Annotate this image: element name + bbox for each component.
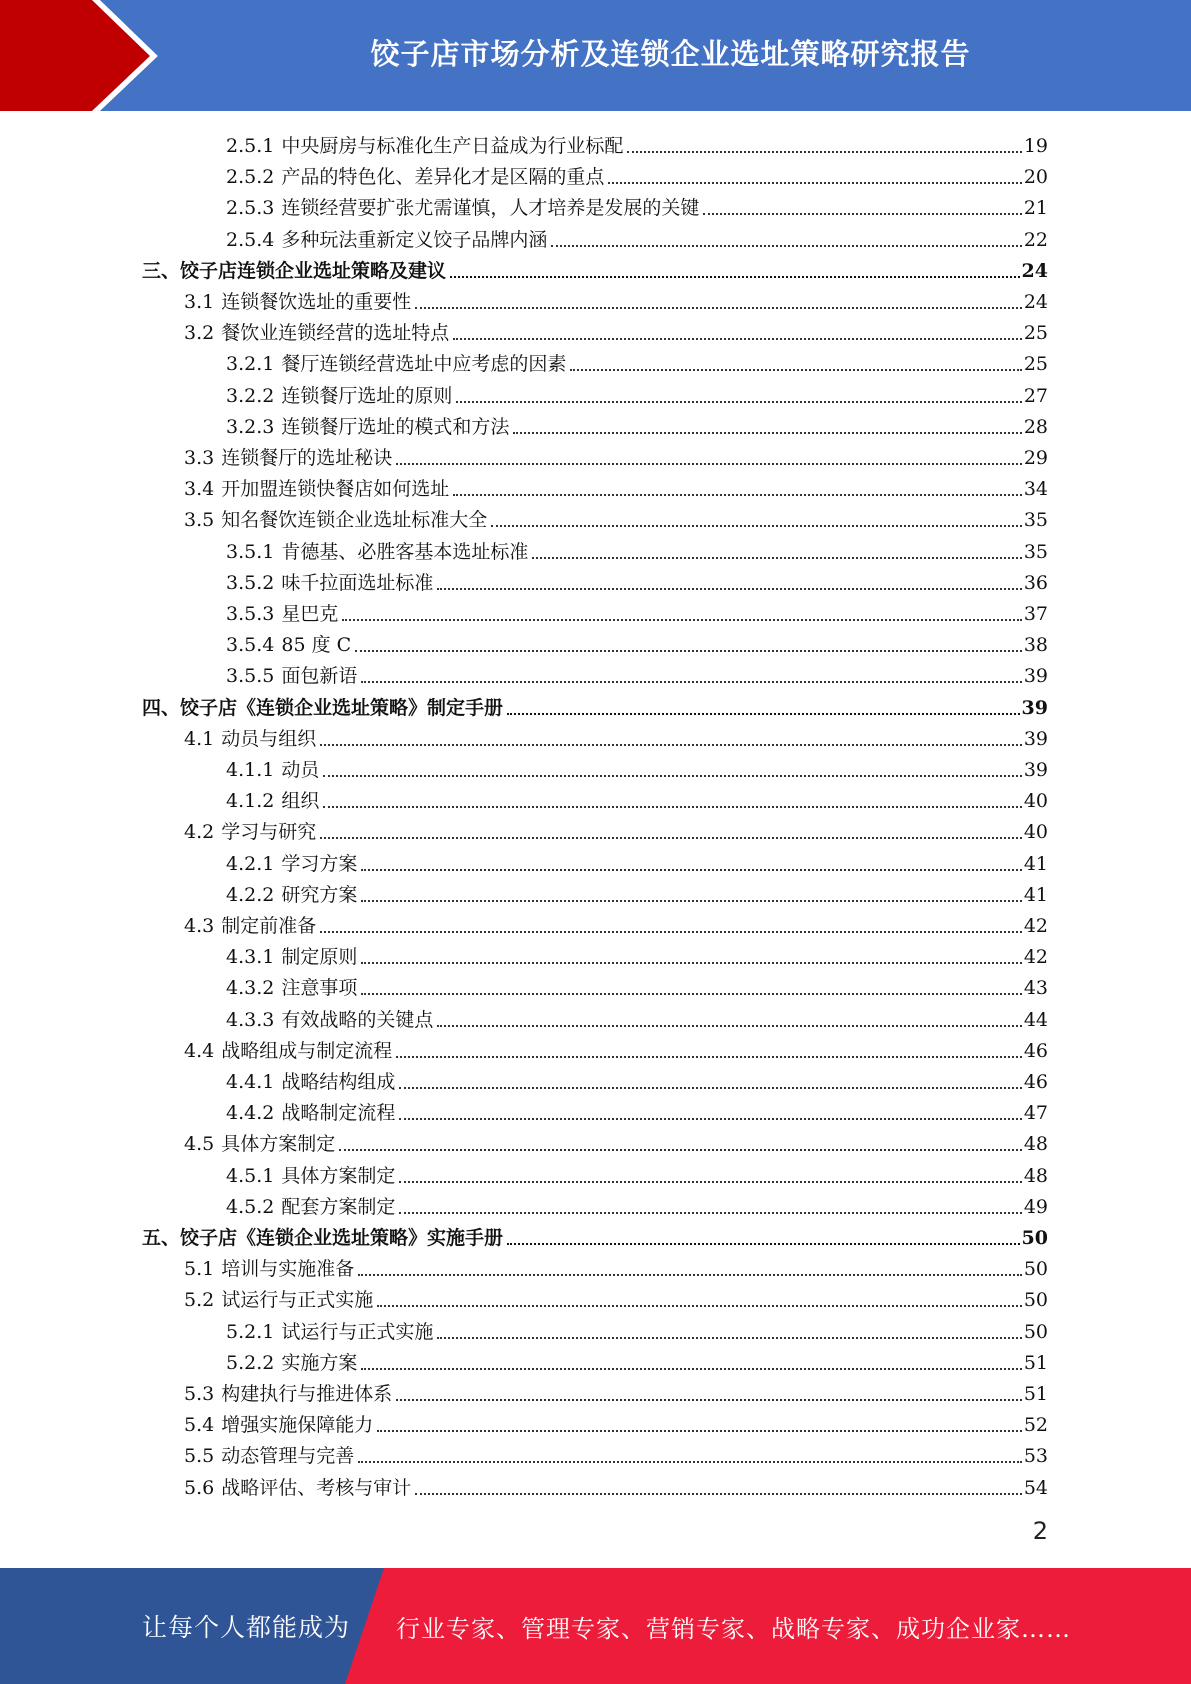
toc-entry-page: 52 — [1023, 1414, 1048, 1437]
toc-dot-leader — [450, 276, 1020, 278]
toc-entry-title: 注意事项 — [281, 977, 358, 1000]
toc-entry-title: 连锁餐厅选址的原则 — [281, 384, 453, 407]
toc-entry[interactable] — [226, 876, 1048, 907]
toc-entry[interactable] — [226, 595, 1048, 626]
toc-entry[interactable] — [184, 283, 1048, 314]
toc-dot-leader — [415, 307, 1022, 309]
toc-entry-number: 4.2 — [184, 821, 215, 844]
toc-entry-number: 五、 — [142, 1227, 181, 1249]
toc-entry-page: 43 — [1023, 977, 1048, 1000]
toc-entry-number: 3.5.3 — [226, 603, 275, 625]
toc-dot-leader — [415, 1493, 1022, 1495]
toc-entry-title: 多种玩法重新定义饺子品牌内涵 — [281, 228, 548, 251]
toc-entry-number: 2.5.2 — [226, 166, 275, 189]
toc-dot-leader — [703, 213, 1021, 215]
toc-dot-leader — [320, 931, 1022, 933]
toc-entry-page: 21 — [1023, 197, 1048, 220]
toc-entry-title: 试运行与正式实施 — [221, 1289, 374, 1312]
toc-entry-number: 3.1 — [184, 291, 215, 313]
toc-entry-number: 4.3.1 — [226, 946, 275, 969]
toc-entry[interactable] — [226, 845, 1048, 876]
toc-entry[interactable] — [142, 689, 1048, 720]
toc-dot-leader — [453, 494, 1022, 496]
toc-entry[interactable] — [226, 1344, 1048, 1375]
page-header — [0, 0, 1191, 111]
toc-entry[interactable] — [226, 938, 1048, 969]
toc-entry[interactable] — [184, 470, 1048, 501]
toc-entry-page: 39 — [1021, 696, 1048, 719]
toc-entry-title: 味千拉面选址标准 — [281, 571, 434, 594]
toc-entry-page: 38 — [1023, 634, 1048, 657]
toc-dot-leader — [361, 993, 1021, 995]
toc-entry-title: 有效战略的关键点 — [281, 1008, 434, 1031]
toc-entry-page: 29 — [1023, 447, 1048, 469]
toc-entry-title: 动员 — [281, 759, 320, 781]
footer-slogan: 让每个人都能成为 — [142, 1613, 351, 1642]
toc-entry-title: 培训与实施准备 — [221, 1258, 355, 1281]
toc-dot-leader — [342, 619, 1021, 621]
toc-dot-leader — [396, 1056, 1022, 1058]
toc-entry-title: 试运行与正式实施 — [281, 1320, 434, 1343]
toc-entry-page: 35 — [1023, 540, 1048, 563]
toc-dot-leader — [320, 837, 1022, 839]
toc-entry-title: 85 度 C — [281, 634, 352, 657]
toc-dot-leader — [399, 1118, 1021, 1120]
toc-entry[interactable] — [184, 439, 1048, 470]
toc-dot-leader — [361, 962, 1021, 964]
toc-entry[interactable] — [226, 127, 1048, 158]
toc-entry-page: 51 — [1023, 1351, 1048, 1374]
toc-entry-number: 3.5 — [184, 509, 215, 532]
toc-entry-number: 3.4 — [184, 478, 215, 501]
toc-entry-number: 2.5.4 — [226, 228, 275, 251]
toc-entry[interactable] — [226, 408, 1048, 439]
toc-entry[interactable] — [226, 377, 1048, 408]
toc-entry-title: 餐厅连锁经营选址中应考虑的因素 — [281, 353, 567, 376]
toc-dot-leader — [361, 1368, 1021, 1370]
toc-entry-number: 4.4 — [184, 1039, 215, 1062]
toc-entry-title: 开加盟连锁快餐店如何选址 — [221, 478, 450, 501]
toc-dot-leader — [361, 681, 1021, 683]
toc-entry-number: 5.4 — [184, 1414, 215, 1437]
toc-entry-page: 42 — [1023, 915, 1048, 937]
toc-dot-leader — [399, 1181, 1021, 1183]
toc-entry[interactable] — [226, 1157, 1048, 1188]
toc-entry-title: 饺子店《连锁企业选址策略》制定手册 — [180, 696, 504, 719]
toc-dot-leader — [627, 151, 1021, 153]
toc-entry-title: 构建执行与推进体系 — [221, 1383, 393, 1405]
toc-dot-leader — [437, 1025, 1021, 1027]
toc-entry-number: 5.6 — [184, 1476, 215, 1499]
toc-entry[interactable] — [226, 1313, 1048, 1344]
toc-entry[interactable] — [226, 345, 1048, 376]
toc-entry-page: 50 — [1023, 1289, 1048, 1312]
toc-entry-page: 24 — [1023, 291, 1048, 313]
toc-entry[interactable] — [226, 158, 1048, 189]
toc-entry-number: 四、 — [142, 696, 181, 719]
toc-dot-leader — [361, 900, 1021, 902]
toc-entry-number: 5.1 — [184, 1258, 215, 1281]
toc-entry-page: 46 — [1023, 1039, 1048, 1062]
toc-entry-number: 3.5.2 — [226, 571, 275, 594]
toc-entry[interactable] — [226, 1063, 1048, 1094]
toc-entry-number: 4.5.2 — [226, 1195, 275, 1218]
toc-entry[interactable] — [226, 969, 1048, 1000]
toc-entry-page: 40 — [1023, 790, 1048, 813]
toc-entry-title: 研究方案 — [281, 883, 358, 906]
toc-entry-title: 产品的特色化、差异化才是区隔的重点 — [281, 166, 605, 189]
toc-entry[interactable] — [226, 1188, 1048, 1219]
toc-dot-leader — [323, 806, 1021, 808]
toc-entry[interactable] — [184, 1250, 1048, 1281]
toc-entry-title: 配套方案制定 — [281, 1195, 396, 1218]
toc-entry-title: 中央厨房与标准化生产日益成为行业标配 — [281, 135, 624, 157]
toc-entry[interactable] — [226, 189, 1048, 220]
toc-dot-leader — [358, 1461, 1022, 1463]
toc-entry-number: 3.5.5 — [226, 665, 275, 688]
toc-entry-number: 3.2.2 — [226, 384, 275, 407]
toc-entry-page: 39 — [1023, 665, 1048, 688]
toc-dot-leader — [320, 744, 1022, 746]
toc-entry-page: 44 — [1023, 1008, 1048, 1031]
toc-entry-number: 5.5 — [184, 1445, 215, 1468]
toc-entry-number: 5.2.1 — [226, 1320, 275, 1343]
toc-entry-page: 20 — [1023, 166, 1048, 189]
toc-entry-title: 实施方案 — [281, 1351, 358, 1374]
toc-entry-title: 动态管理与完善 — [221, 1445, 355, 1468]
toc-entry-number: 5.2.2 — [226, 1351, 275, 1374]
toc-entry-title: 学习与研究 — [221, 821, 317, 844]
toc-entry-number: 3.2.3 — [226, 415, 275, 438]
toc-entry-page: 39 — [1023, 727, 1048, 750]
toc-dot-leader — [608, 182, 1021, 184]
toc-entry-number: 3.2.1 — [226, 353, 275, 376]
toc-dot-leader — [399, 1087, 1021, 1089]
toc-entry-title: 肯德基、必胜客基本选址标准 — [281, 540, 529, 563]
toc-dot-leader — [355, 650, 1022, 652]
toc-entry-page: 19 — [1023, 135, 1048, 157]
toc-entry[interactable] — [226, 1001, 1048, 1032]
toc-dot-leader — [323, 775, 1021, 777]
toc-entry-title: 战略制定流程 — [281, 1102, 396, 1125]
toc-dot-leader — [361, 869, 1021, 871]
toc-entry[interactable] — [226, 221, 1048, 252]
toc-entry-title: 饺子店连锁企业选址策略及建议 — [180, 259, 447, 282]
toc-entry-page: 48 — [1023, 1133, 1048, 1156]
toc-entry[interactable] — [142, 252, 1048, 283]
toc-entry-title: 组织 — [281, 790, 320, 813]
toc-entry-page: 50 — [1021, 1227, 1048, 1249]
toc-entry-page: 41 — [1023, 883, 1048, 906]
toc-dot-leader — [570, 369, 1021, 371]
toc-dot-leader — [507, 1243, 1020, 1245]
toc-dot-leader — [456, 401, 1021, 403]
toc-entry-page: 37 — [1023, 603, 1048, 625]
toc-dot-leader — [396, 1399, 1022, 1401]
toc-entry-title: 连锁餐厅的选址秘诀 — [221, 447, 393, 469]
toc-entry-page: 46 — [1023, 1071, 1048, 1093]
toc-entry-title: 星巴克 — [281, 603, 339, 625]
toc-dot-leader — [507, 713, 1020, 715]
toc-entry-page: 22 — [1023, 228, 1048, 251]
toc-entry-number: 4.5 — [184, 1133, 215, 1156]
toc-entry-number: 3.2 — [184, 322, 215, 345]
page-number: 2 — [1032, 1517, 1048, 1545]
toc-dot-leader — [453, 338, 1022, 340]
toc-entry[interactable] — [184, 1406, 1048, 1437]
toc-entry-page: 50 — [1023, 1320, 1048, 1343]
toc-dot-leader — [437, 588, 1021, 590]
toc-entry-title: 知名餐饮连锁企业选址标准大全 — [221, 509, 488, 532]
toc-entry-title: 制定前准备 — [221, 915, 317, 937]
toc-entry-number: 2.5.1 — [226, 135, 275, 157]
toc-entry-title: 连锁餐厅选址的模式和方法 — [281, 415, 510, 438]
toc-entry[interactable] — [184, 501, 1048, 532]
toc-entry[interactable] — [184, 1375, 1048, 1406]
toc-dot-leader — [396, 463, 1022, 465]
toc-dot-leader — [532, 557, 1021, 559]
toc-entry[interactable] — [184, 907, 1048, 938]
toc-entry-page: 35 — [1023, 509, 1048, 532]
toc-entry-title: 面包新语 — [281, 665, 358, 688]
toc-entry-page: 25 — [1023, 353, 1048, 376]
toc-entry[interactable] — [226, 782, 1048, 813]
toc-entry-title: 战略组成与制定流程 — [221, 1039, 393, 1062]
toc-entry-number: 三、 — [142, 259, 181, 282]
page-footer — [0, 1568, 1191, 1684]
toc-entry[interactable] — [226, 657, 1048, 688]
toc-entry-title: 战略评估、考核与审计 — [221, 1476, 412, 1499]
toc-entry-page: 34 — [1023, 478, 1048, 501]
toc-entry[interactable] — [184, 314, 1048, 345]
toc-entry-number: 4.4.2 — [226, 1102, 275, 1125]
toc-entry-page: 51 — [1023, 1383, 1048, 1405]
toc-entry[interactable] — [226, 751, 1048, 782]
toc-entry-page: 54 — [1023, 1476, 1048, 1499]
toc-entry-number: 4.3 — [184, 915, 215, 937]
toc-entry[interactable] — [226, 564, 1048, 595]
toc-entry[interactable] — [226, 533, 1048, 564]
toc-entry-title: 连锁餐饮选址的重要性 — [221, 291, 412, 313]
toc-entry-number: 4.2.1 — [226, 852, 275, 875]
toc-dot-leader — [551, 245, 1021, 247]
toc-entry-number: 4.1.1 — [226, 759, 275, 781]
toc-entry-number: 3.3 — [184, 447, 215, 469]
toc-entry[interactable] — [184, 720, 1048, 751]
toc-entry-page: 53 — [1023, 1445, 1048, 1468]
toc-entry-page: 36 — [1023, 571, 1048, 594]
toc-entry[interactable] — [184, 813, 1048, 844]
toc-entry[interactable] — [226, 626, 1048, 657]
toc-entry-number: 3.5.1 — [226, 540, 275, 563]
toc-entry-title: 具体方案制定 — [281, 1164, 396, 1187]
toc-dot-leader — [339, 1149, 1022, 1151]
toc-entry-title: 动员与组织 — [221, 727, 317, 750]
toc-dot-leader — [377, 1430, 1022, 1432]
toc-entry-number: 4.1 — [184, 727, 215, 750]
toc-entry[interactable] — [184, 1032, 1048, 1063]
toc-entry-number: 4.5.1 — [226, 1164, 275, 1187]
toc-entry[interactable] — [184, 1437, 1048, 1468]
toc-entry-title: 饺子店《连锁企业选址策略》实施手册 — [180, 1227, 504, 1249]
toc-entry-page: 25 — [1023, 322, 1048, 345]
toc-entry-number: 4.3.2 — [226, 977, 275, 1000]
toc-entry-title: 制定原则 — [281, 946, 358, 969]
toc-entry-number: 2.5.3 — [226, 197, 275, 220]
toc-dot-leader — [358, 1274, 1022, 1276]
toc-entry-title: 餐饮业连锁经营的选址特点 — [221, 322, 450, 345]
toc-entry-page: 50 — [1023, 1258, 1048, 1281]
toc-entry-page: 49 — [1023, 1195, 1048, 1218]
toc-dot-leader — [399, 1212, 1021, 1214]
toc-entry-title: 学习方案 — [281, 852, 358, 875]
toc-entry-page: 40 — [1023, 821, 1048, 844]
toc-entry-number: 4.2.2 — [226, 883, 275, 906]
toc-entry[interactable] — [184, 1125, 1048, 1156]
toc-entry[interactable] — [184, 1281, 1048, 1312]
toc-entry-title: 增强实施保障能力 — [221, 1414, 374, 1437]
toc-entry-title: 连锁经营要扩张尤需谨慎，人才培养是发展的关键 — [281, 197, 700, 220]
toc-entry-title: 战略结构组成 — [281, 1071, 396, 1093]
toc-entry-number: 4.4.1 — [226, 1071, 275, 1093]
toc-entry-number: 3.5.4 — [226, 634, 275, 657]
toc-entry-page: 39 — [1023, 759, 1048, 781]
toc-entry-page: 47 — [1023, 1102, 1048, 1125]
toc-dot-leader — [513, 432, 1021, 434]
toc-entry-page: 27 — [1023, 384, 1048, 407]
toc-entry-page: 42 — [1023, 946, 1048, 969]
toc-entry-page: 48 — [1023, 1164, 1048, 1187]
toc-entry-page: 24 — [1021, 259, 1048, 282]
toc-dot-leader — [437, 1337, 1021, 1339]
toc-entry-title: 具体方案制定 — [221, 1133, 336, 1156]
toc-entry-number: 5.3 — [184, 1383, 215, 1405]
toc-entry-number: 5.2 — [184, 1289, 215, 1312]
toc-entry-number: 4.1.2 — [226, 790, 275, 813]
footer-expert-list: 行业专家、管理专家、营销专家、战略专家、成功企业家…… — [396, 1614, 1071, 1643]
toc-entry-page: 28 — [1023, 415, 1048, 438]
toc-entry-number: 4.3.3 — [226, 1008, 275, 1031]
toc-entry[interactable] — [184, 1469, 1048, 1500]
report-title: 饺子店市场分析及连锁企业选址策略研究报告 — [370, 36, 971, 71]
toc-entry[interactable] — [226, 1094, 1048, 1125]
toc-entry[interactable] — [142, 1219, 1048, 1250]
toc-entry-page: 41 — [1023, 852, 1048, 875]
toc-dot-leader — [491, 525, 1022, 527]
toc-dot-leader — [377, 1305, 1022, 1307]
